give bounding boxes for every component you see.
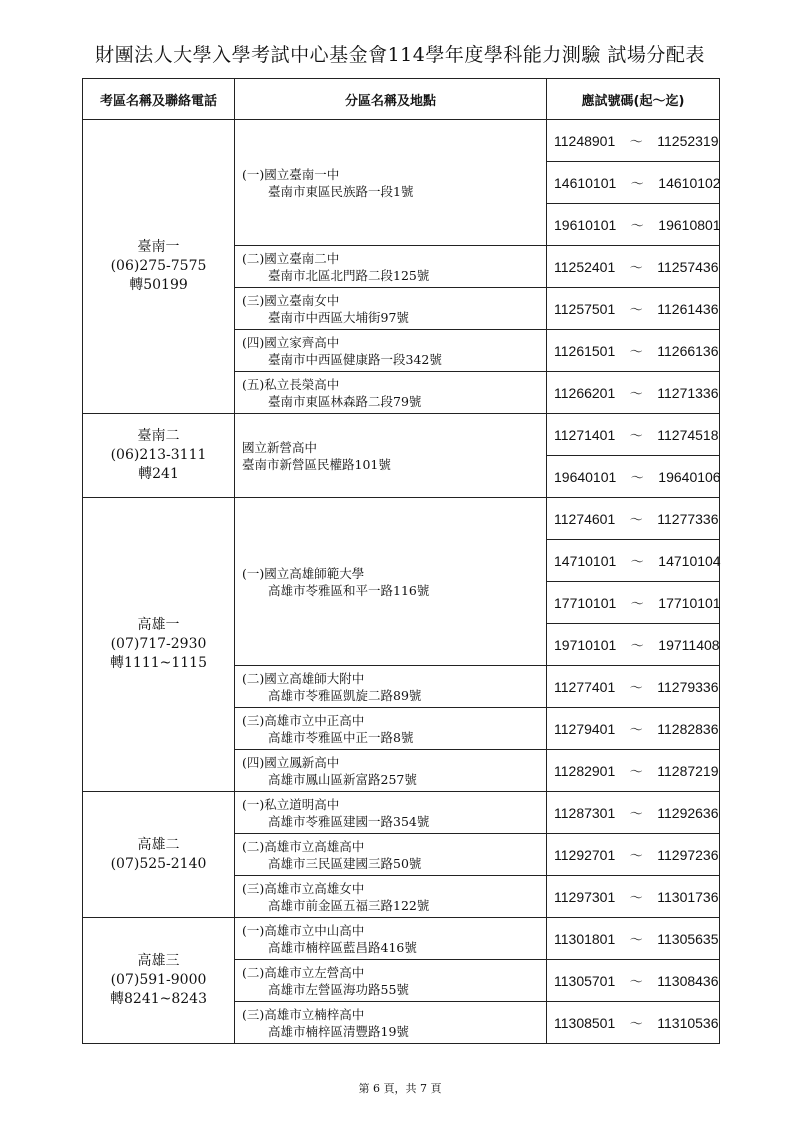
exam-number-range [547, 330, 720, 372]
site-cell [235, 960, 547, 1002]
range-separator: ～ [629, 681, 643, 696]
site-name: (四)國立鳳新高中 [242, 754, 340, 770]
table-header-row [83, 79, 720, 120]
site-address: 臺南市北區北門路二段125號 [268, 267, 430, 283]
range-end: 11305635 [657, 931, 719, 947]
range-end: 11282836 [657, 721, 719, 737]
site-address: 高雄市苓雅區中正一路8號 [268, 729, 414, 745]
site-cell [235, 1002, 547, 1044]
district-phone: (07)591-9000 [110, 972, 207, 988]
site-address: 高雄市苓雅區和平一路116號 [268, 582, 430, 598]
district-cell [83, 414, 235, 498]
range-start: 11287301 [554, 805, 616, 821]
site-address: 臺南市中西區大埔街97號 [268, 309, 409, 325]
district-cell [83, 120, 235, 414]
table-row [83, 414, 720, 456]
range-separator: ～ [629, 765, 643, 780]
range-start: 11248901 [554, 133, 616, 149]
page-footer: 第 6 頁，共 7 頁 [358, 1082, 442, 1095]
district-extension: 轉8241~8243 [110, 991, 207, 1007]
district-cell [83, 918, 235, 1044]
site-address: 高雄市三民區建國三路50號 [268, 855, 422, 871]
exam-number-range [547, 960, 720, 1002]
range-end: 11261436 [657, 301, 719, 317]
table-row [83, 498, 720, 540]
district-name: 臺南二 [137, 428, 180, 444]
district-phone: (07)717-2930 [110, 636, 207, 652]
range-separator: ～ [630, 597, 644, 612]
site-name: (三)高雄市立高雄女中 [242, 880, 365, 896]
range-separator: ～ [629, 303, 643, 318]
range-end: 11277336 [657, 511, 719, 527]
site-name: (三)高雄市立中正高中 [242, 712, 365, 728]
range-separator: ～ [629, 387, 643, 402]
range-separator: ～ [629, 975, 643, 990]
district-phone: (06)275-7575 [110, 258, 207, 274]
range-end: 14710104 [658, 553, 721, 569]
range-start: 19640101 [554, 469, 617, 485]
site-address: 高雄市楠梓區藍昌路416號 [268, 939, 417, 955]
site-name: (一)國立臺南一中 [242, 166, 340, 182]
range-end: 11274518 [657, 427, 719, 443]
district-name: 高雄一 [137, 617, 180, 633]
range-end: 11292636 [657, 805, 719, 821]
exam-number-range [547, 540, 720, 582]
site-name: (一)國立高雄師範大學 [242, 565, 365, 581]
district-phone: (07)525-2140 [110, 855, 207, 872]
range-start: 11261501 [554, 343, 616, 359]
exam-number-range [547, 288, 720, 330]
exam-number-range [547, 624, 720, 666]
range-end: 11271336 [657, 385, 719, 401]
range-end: 11252319 [657, 133, 719, 149]
exam-number-range [547, 120, 720, 162]
site-name: (二)國立高雄師大附中 [242, 670, 365, 686]
range-end: 11308436 [657, 973, 719, 989]
range-separator: ～ [629, 849, 643, 864]
exam-number-range [547, 246, 720, 288]
range-end: 11297236 [657, 847, 719, 863]
site-name: (四)國立家齊高中 [242, 334, 340, 350]
range-start: 11279401 [554, 721, 616, 737]
site-address: 高雄市苓雅區建國一路354號 [268, 813, 430, 829]
header-district: 考區名稱及聯絡電話 [83, 79, 235, 120]
district-name: 高雄三 [137, 953, 180, 969]
site-cell [235, 498, 547, 666]
range-separator: ～ [629, 807, 643, 822]
site-cell [235, 834, 547, 876]
site-cell [235, 750, 547, 792]
range-end: 11279336 [657, 679, 719, 695]
site-name: (二)國立臺南二中 [242, 250, 340, 266]
range-end: 11301736 [657, 889, 719, 905]
exam-number-range [547, 498, 720, 540]
site-cell [235, 246, 547, 288]
range-separator: ～ [630, 471, 644, 486]
range-separator: ～ [629, 345, 643, 360]
exam-number-range [547, 582, 720, 624]
site-name: (二)高雄市立高雄高中 [242, 838, 365, 854]
site-name: (一)私立道明高中 [242, 796, 340, 812]
header-site: 分區名稱及地點 [235, 79, 547, 120]
range-start: 11292701 [554, 847, 616, 863]
table-row [83, 120, 720, 162]
table-row [83, 918, 720, 960]
header-exam-range: 應試號碼(起～迄) [547, 79, 720, 120]
table-body [83, 120, 720, 1044]
site-address: 高雄市楠梓區清豐路19號 [268, 1023, 409, 1039]
range-separator: ～ [629, 135, 643, 150]
range-start: 11297301 [554, 889, 616, 905]
site-name: (一)高雄市立中山高中 [242, 922, 365, 938]
site-cell [235, 792, 547, 834]
range-separator: ～ [629, 429, 643, 444]
site-cell [235, 330, 547, 372]
range-end: 19711408 [658, 637, 720, 653]
page-title: 財團法人大學入學考試中心基金會114學年度學科能力測驗 試場分配表 [95, 44, 705, 66]
exam-number-range [547, 876, 720, 918]
range-start: 17710101 [554, 595, 617, 611]
range-start: 11301801 [554, 931, 616, 947]
site-cell [235, 666, 547, 708]
range-start: 11271401 [554, 427, 616, 443]
range-start: 11274601 [554, 511, 616, 527]
range-separator: ～ [629, 513, 643, 528]
site-cell [235, 372, 547, 414]
site-cell [235, 876, 547, 918]
site-name: (三)國立臺南女中 [242, 292, 340, 308]
exam-number-range [547, 1002, 720, 1044]
range-separator: ～ [629, 261, 643, 276]
site-name: (三)高雄市立楠梓高中 [242, 1006, 365, 1022]
range-separator: ～ [629, 891, 643, 906]
exam-number-range [547, 414, 720, 456]
range-end: 11310536 [657, 1015, 719, 1031]
exam-number-range [547, 708, 720, 750]
district-phone: (06)213-3111 [110, 447, 207, 463]
site-address: 臺南市東區林森路二段79號 [268, 393, 422, 409]
range-separator: ～ [630, 219, 644, 234]
district-extension: 轉241 [138, 466, 179, 482]
range-end: 14610102 [658, 175, 721, 191]
range-start: 11266201 [554, 385, 616, 401]
range-start: 11277401 [554, 679, 616, 695]
district-cell [83, 498, 235, 792]
exam-number-range [547, 918, 720, 960]
range-separator: ～ [630, 555, 644, 570]
range-separator: ～ [630, 639, 644, 654]
range-start: 11257501 [554, 301, 616, 317]
exam-number-range [547, 792, 720, 834]
site-cell [235, 414, 547, 498]
range-separator: ～ [629, 723, 643, 738]
site-address: 高雄市苓雅區凱旋二路89號 [268, 687, 422, 703]
exam-number-range [547, 666, 720, 708]
site-address: 高雄市鳳山區新富路257號 [268, 771, 417, 787]
range-start: 14710101 [554, 553, 617, 569]
district-name: 臺南一 [137, 239, 180, 255]
site-name: (二)高雄市立左營高中 [242, 964, 365, 980]
range-end: 11266136 [657, 343, 719, 359]
site-address: 臺南市東區民族路一段1號 [268, 183, 414, 199]
exam-number-range [547, 162, 720, 204]
range-separator: ～ [629, 1017, 643, 1032]
district-extension: 轉50199 [129, 277, 188, 293]
site-address: 高雄市前金區五福三路122號 [268, 897, 430, 913]
exam-number-range [547, 750, 720, 792]
site-address: 高雄市左營區海功路55號 [268, 981, 409, 997]
range-end: 11287219 [657, 763, 719, 779]
site-cell [235, 120, 547, 246]
range-start: 19710101 [554, 637, 617, 653]
district-extension: 轉1111~1115 [110, 655, 207, 671]
range-end: 11257436 [657, 259, 719, 275]
site-name: 國立新營高中 [242, 439, 318, 455]
range-end: 19610801 [658, 217, 721, 233]
range-start: 19610101 [554, 217, 617, 233]
range-separator: ～ [630, 177, 644, 192]
range-start: 11308501 [554, 1015, 616, 1031]
range-start: 11305701 [554, 973, 616, 989]
exam-number-range [547, 372, 720, 414]
site-name: (五)私立長榮高中 [242, 376, 340, 392]
site-cell [235, 708, 547, 750]
exam-site-table [82, 78, 720, 1044]
exam-number-range [547, 834, 720, 876]
range-start: 11252401 [554, 259, 616, 275]
exam-number-range [547, 204, 720, 246]
site-address: 臺南市中西區健康路一段342號 [268, 351, 442, 367]
district-cell [83, 792, 235, 918]
site-cell [235, 918, 547, 960]
site-cell [235, 288, 547, 330]
range-separator: ～ [629, 933, 643, 948]
site-address: 臺南市新營區民權路101號 [242, 456, 391, 472]
table-row [83, 792, 720, 834]
district-name: 高雄二 [137, 836, 180, 853]
exam-number-range [547, 456, 720, 498]
range-end: 17710101 [658, 595, 721, 611]
range-start: 14610101 [554, 175, 617, 191]
range-end: 19640106 [658, 469, 721, 485]
range-start: 11282901 [554, 763, 616, 779]
